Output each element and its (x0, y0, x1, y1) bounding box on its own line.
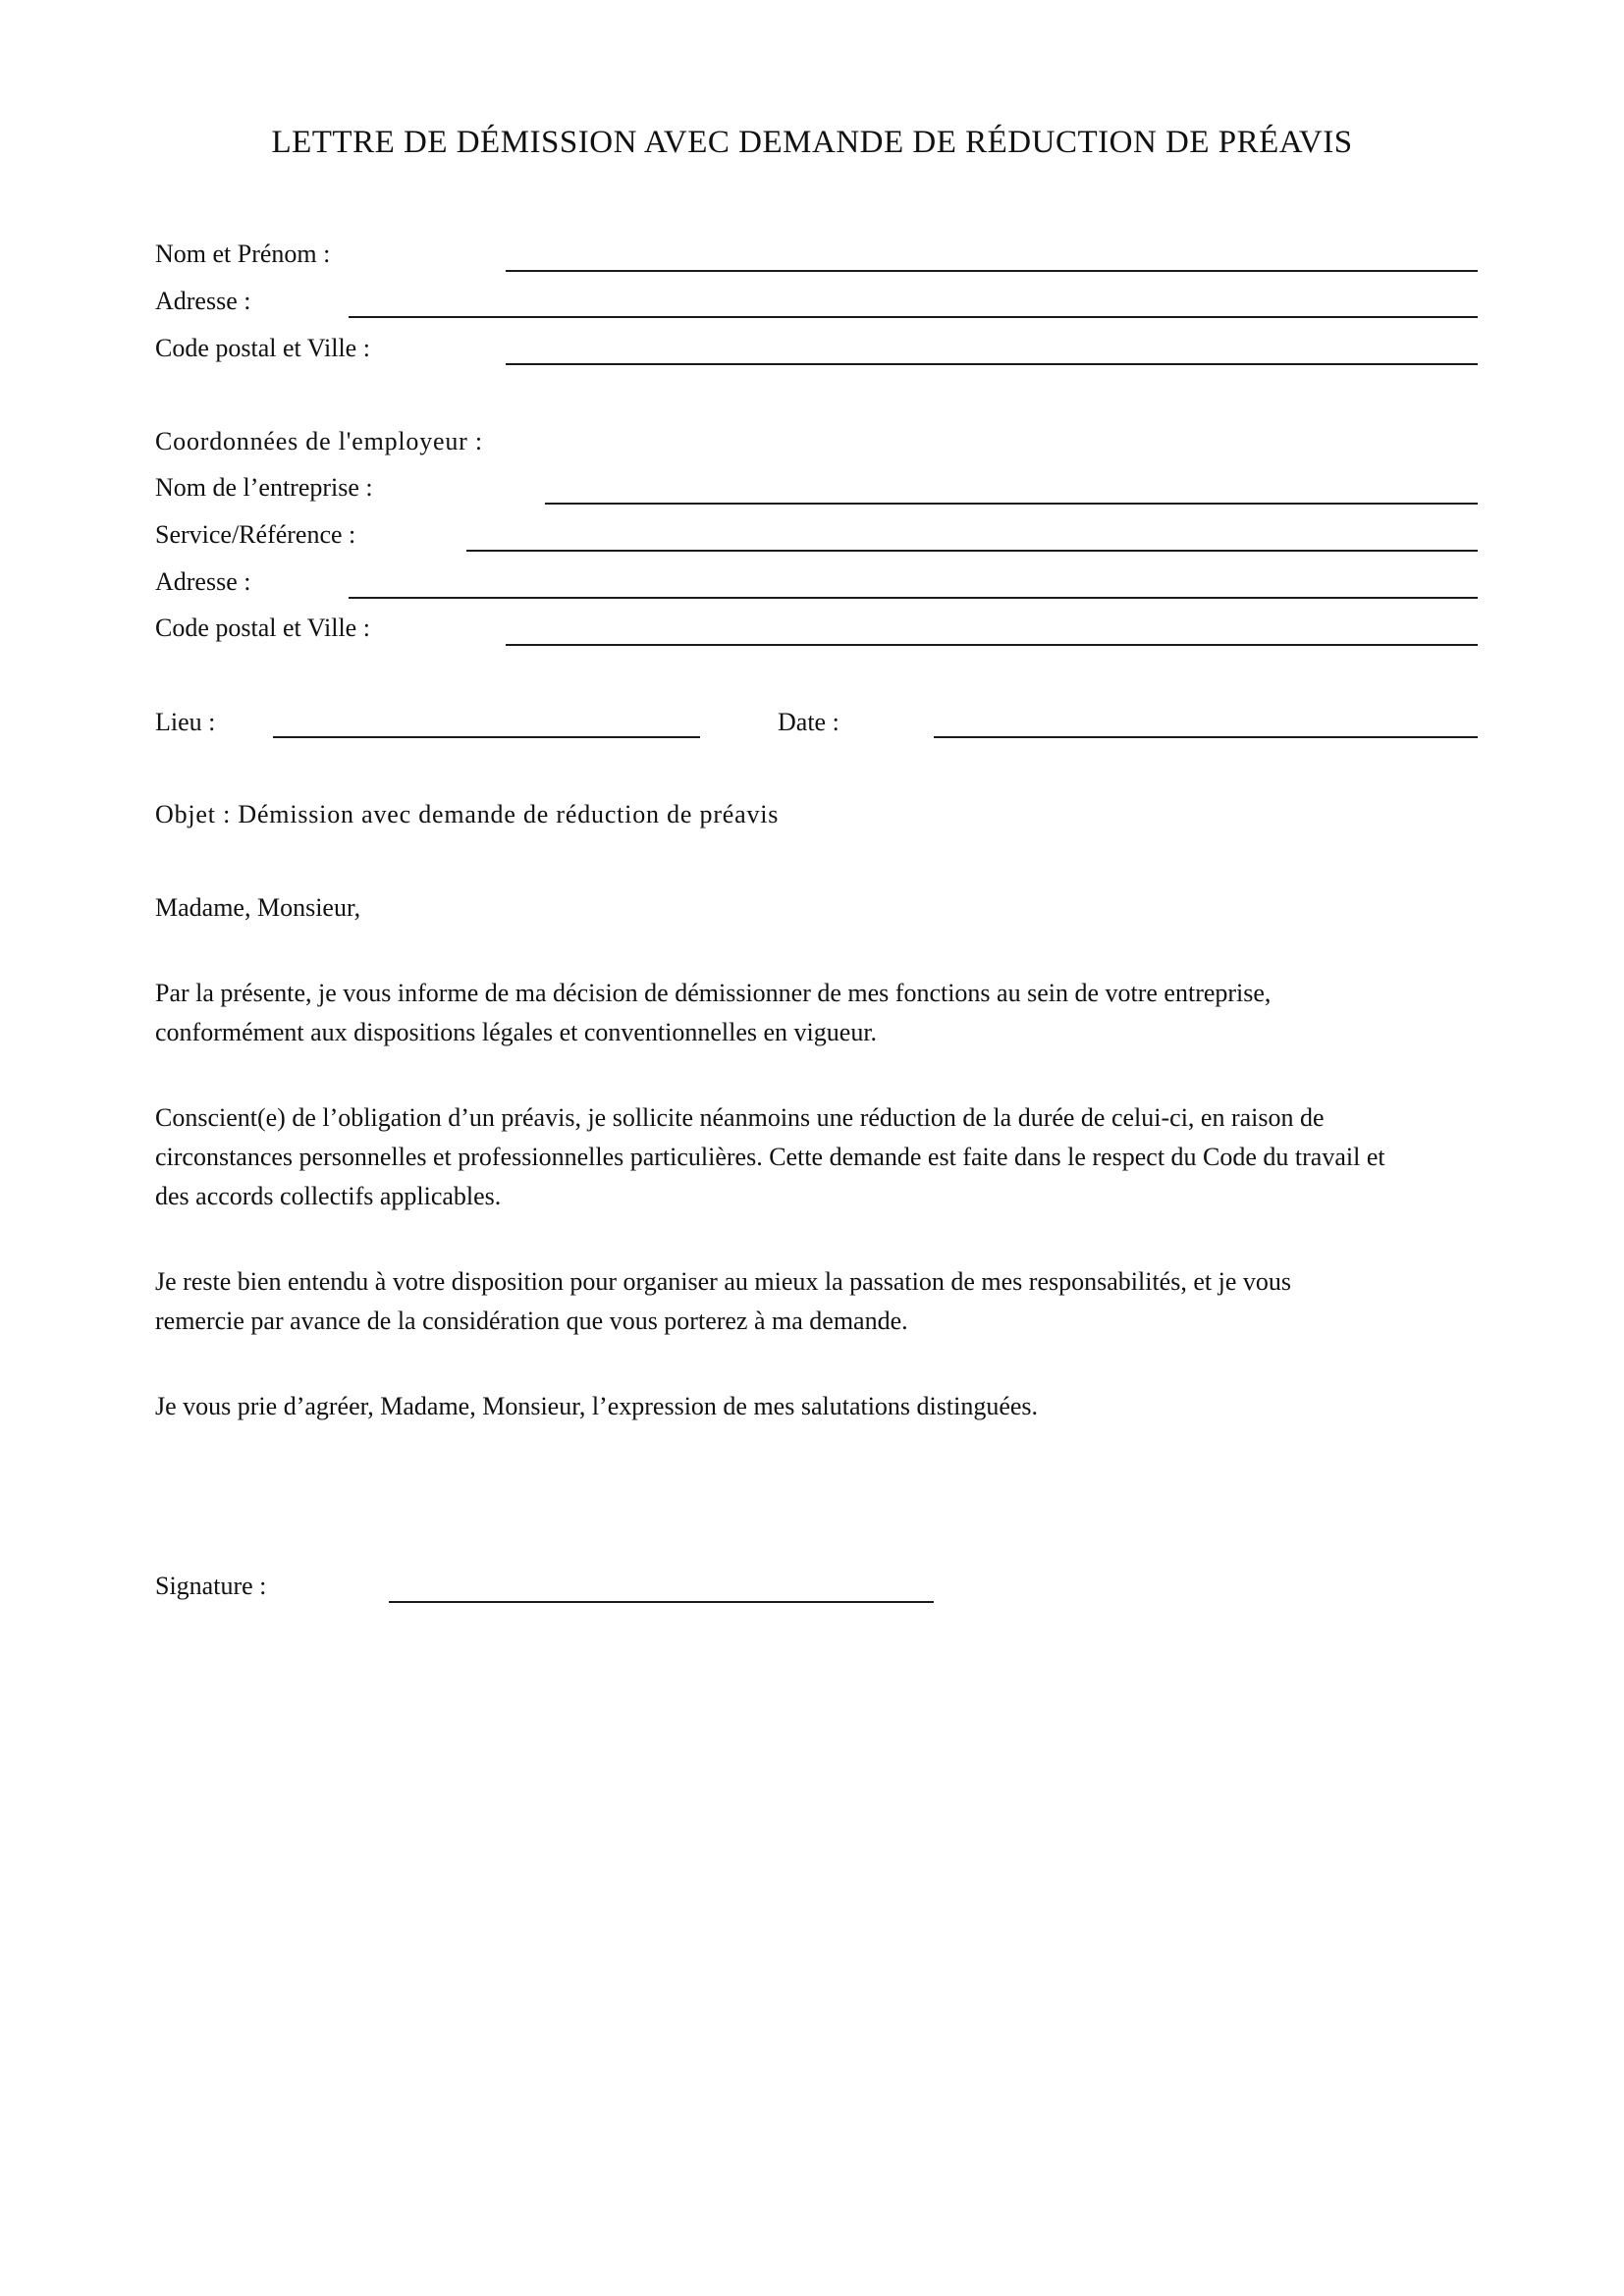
date-label: Date : (778, 708, 839, 736)
employer-company-label: Nom de l’entreprise : (155, 473, 373, 502)
salutation: Madame, Monsieur, (155, 893, 361, 922)
signature-field[interactable] (389, 1601, 934, 1603)
document-title: LETTRE DE DÉMISSION AVEC DEMANDE DE RÉDUCTION DE PRÉAVIS (271, 125, 1353, 160)
employer-postal-city-field[interactable] (506, 644, 1478, 646)
sender-address-label: Adresse : (155, 287, 251, 315)
employer-service-field[interactable] (466, 550, 1478, 552)
paragraph-2-line-2: circonstances personnelles et professionnelles particulières. Cette demande est faite dans le respect du Code du travail et (155, 1143, 1385, 1171)
sender-address-field[interactable] (349, 316, 1478, 318)
sender-name-label: Nom et Prénom : (155, 240, 331, 268)
paragraph-3-line-2: remercie par avance de la considération que vous porterez à ma demande. (155, 1307, 908, 1335)
paragraph-2-line-1: Conscient(e) de l’obligation d’un préavis, je sollicite néanmoins une réduction de la durée de celui-ci, en raison de (155, 1103, 1325, 1132)
paragraph-3-line-1: Je reste bien entendu à votre disposition pour organiser au mieux la passation de mes responsabilités, et je vous (155, 1267, 1291, 1296)
sender-postal-city-label: Code postal et Ville : (155, 334, 370, 362)
subject-line: Objet : Démission avec demande de réduction de préavis (155, 800, 780, 828)
place-field[interactable] (273, 736, 700, 738)
sender-name-field[interactable] (506, 270, 1478, 272)
paragraph-1-line-1: Par la présente, je vous informe de ma décision de démissionner de mes fonctions au sein de votre entreprise, (155, 979, 1272, 1007)
employer-address-label: Adresse : (155, 567, 251, 596)
signature-label: Signature : (155, 1572, 267, 1600)
date-field[interactable] (934, 736, 1478, 738)
employer-service-label: Service/Référence : (155, 520, 356, 549)
place-label: Lieu : (155, 708, 216, 736)
paragraph-2-line-3: des accords collectifs applicables. (155, 1182, 502, 1210)
employer-address-field[interactable] (349, 597, 1478, 599)
closing-formula: Je vous prie d’agréer, Madame, Monsieur, l’expression de mes salutations distinguées. (155, 1392, 1039, 1420)
paragraph-1-line-2: conformément aux dispositions légales et conventionnelles en vigueur. (155, 1018, 878, 1046)
employer-company-field[interactable] (545, 503, 1478, 505)
employer-postal-city-label: Code postal et Ville : (155, 614, 370, 642)
employer-heading: Coordonnées de l'employeur : (155, 427, 483, 455)
sender-postal-city-field[interactable] (506, 363, 1478, 365)
